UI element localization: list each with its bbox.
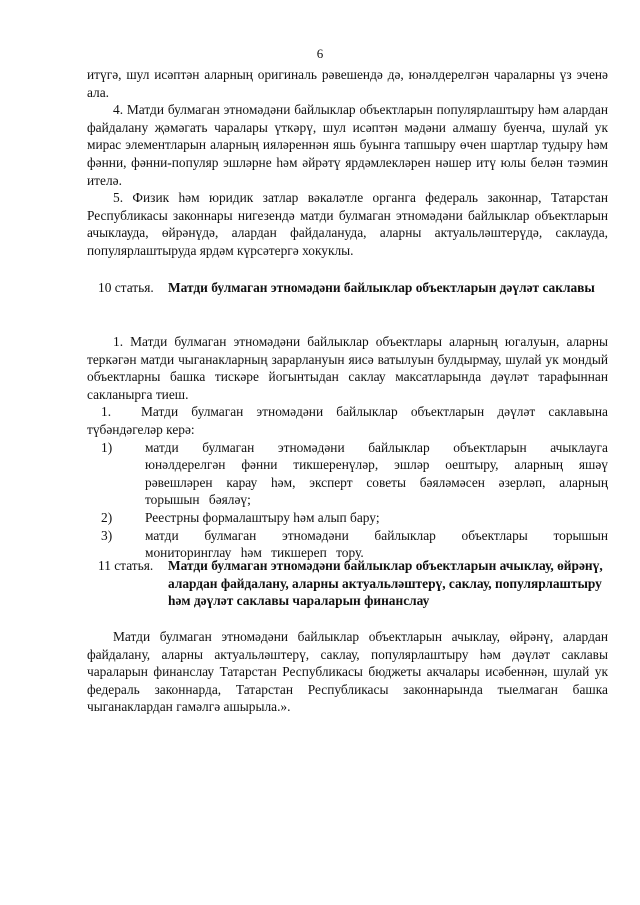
section-top: [87, 66, 608, 260]
article-10-paragraph-2-number: 1.: [101, 404, 112, 420]
article-10-title: Матди булмаган этномәдәни байлыклар объектларын дәүләт саклавы: [168, 280, 595, 295]
article-11-body: [87, 628, 608, 716]
list-item: [87, 439, 608, 509]
article-10-heading: [98, 279, 608, 297]
list-item-number: 2): [101, 509, 113, 525]
article-11-title: Матди булмаган этномәдәни байлыклар объектларын ачыклау, өйрәнү, алардан файдалану, аларны актуальләштерү, саклау, популярлаштыру һәм дәүләт саклавы чараларын финанслау: [168, 558, 603, 609]
article-10-label: 10 статья.: [98, 280, 154, 295]
list-item-number: 1): [101, 439, 113, 455]
article-11-label: 11 статья.: [98, 558, 154, 573]
article-11-paragraph-1: Матди булмаган этномәдәни байлыклар объектларын ачыклау, өйрәнү, алардан файдалану, аларны актуальләштерү, саклау, популярлаштыру һәм дәүләт саклавы чараларын финанслау Татарстан Республикасы бюджеты акчалары исәбеннән, шулай ук федераль законнарда, Татарстан Республикасы законнарында тыелмаган башка чыганаклардан гамәлгә ашырыла.».: [87, 629, 608, 715]
article-10-paragraph-2-text: Матди булмаган этномәдәни байлыклар объектларын дәүләт саклавына түбәндәгеләр керә:: [87, 404, 608, 437]
list-item-text: матди булмаган этномәдәни байлыклар объектлары торышын мониторинглау һәм тикшереп тору.: [145, 527, 608, 561]
list-item: [87, 509, 608, 527]
article-10-paragraph-2: [87, 403, 608, 438]
paragraph-4: 4. Матди булмаган этномәдәни байлыклар объектларын популярлаштыру һәм алардан файдалану җәмәгать чаралары үткәрү, шул исәптән мәдәни алмашу буенча, шулай ук мирас элементларын аларның ияләреннән яшь буынга тапшыру өчен шартлар тудыру һәм фәнни, фәнни-популяр эшләрне һәм әйрәтү ярдәмлекләрен нәшер итү юлы белән тәэмин ителә.: [87, 102, 608, 188]
paragraph-continuation: итүгә, шул исәптән аларның оригиналь рәвешендә дә, юнәлдерелгән чараларны үз эченә ала.: [87, 67, 608, 100]
article-10-body: [87, 333, 608, 562]
page-number: 6: [316, 46, 324, 61]
list-item-text: Реестрны формалаштыру һәм алып бару;: [145, 509, 380, 525]
list-item-number: 3): [101, 527, 113, 543]
article-11-heading: [98, 557, 608, 610]
article-10-paragraph-1: 1. Матди булмаган этномәдәни байлыклар объектлары аларның югалуын, аларны теркәгән матди чыганакларның зарарлануын яисә ватылуын булдырмау, шулай ук мондый объектларны башка тискәре йогынтыдан саклау максатларында дәүләт тарафыннан сакланырга тиеш.: [87, 334, 608, 402]
list-item-text: матди булмаган этномәдәни байлыклар объектларын ачыклауга юнәлдерелгән фәнни тикшеренүләр, эшләр оештыру, аларның яшәү рәвешләрен карау һәм, эксперт советы бәяләмәсен әзерләп, аларның торышын бәяләү;: [145, 439, 608, 508]
paragraph-5: 5. Физик һәм юридик затлар вәкаләтле органга федераль законнар, Татарстан Республикасы законнары нигезендә матди булмаган этномәдәни байлыклар объектларын ачыклауда, өйрәнүдә, алардан файдалануда, аларны актуальләштерүдә, саклауда, популярлаштыруда ярдәм күрсәтергә хокуклы.: [87, 190, 608, 258]
